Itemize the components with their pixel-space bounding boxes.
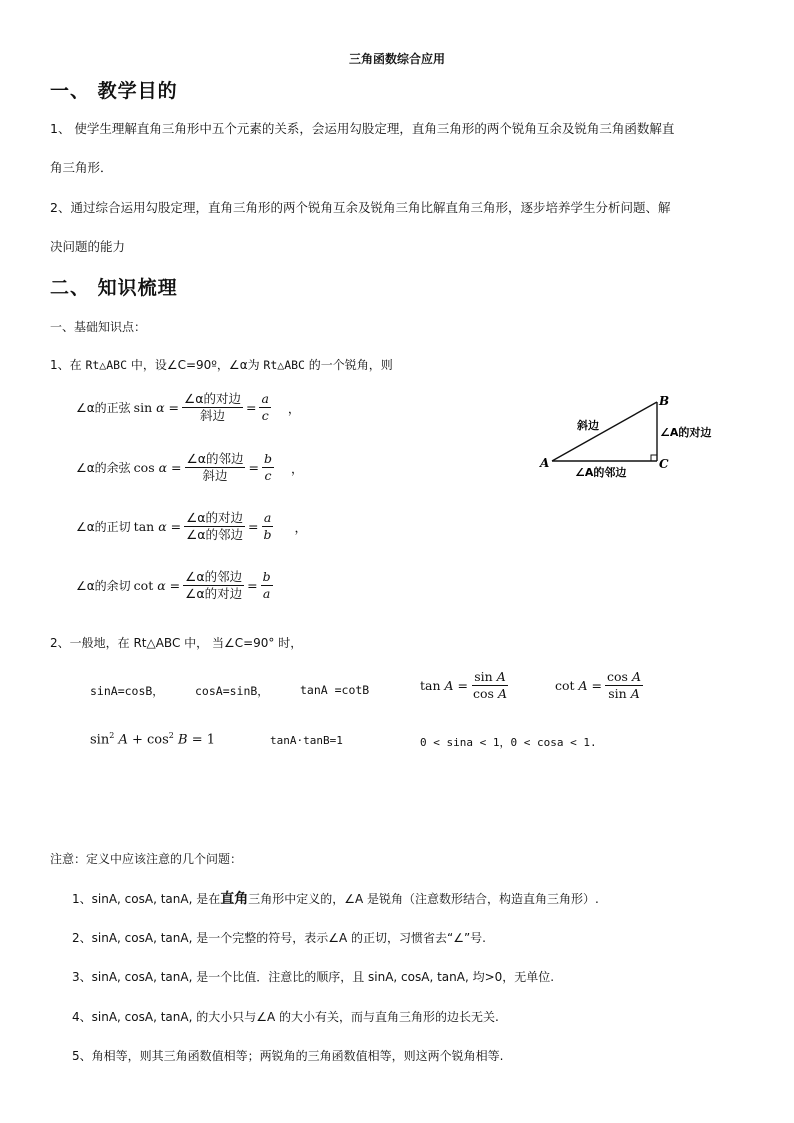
definition-label: ∠α的正切: [76, 520, 131, 535]
note-1-part-c: 三角形中定义的，∠A 是锐角（注意数形结合，构造直角三角形）.: [248, 892, 599, 906]
note-3: 3、sinA, cosA, tanA, 是一个比值．注意比的顺序，且 sinA, cosA, tanA, 均>0，无单位.: [72, 970, 555, 984]
definition-cosine: ∠α的余弦 cos α = $\frac{\text{∠α的邻边}}{\text{斜边}}$ = $\frac{b}{c}$ ，: [76, 451, 304, 484]
angle-a: A: [496, 669, 506, 684]
vertex-b-label: B: [659, 394, 670, 408]
identity-sin-cos: sinA=cosB，: [90, 684, 164, 698]
exponent: 2: [109, 731, 115, 740]
cot-lhs: cot: [555, 678, 575, 694]
page-title: 三角函数综合应用: [348, 52, 445, 66]
note-4: 4、sinA, cosA, tanA, 的大小只与∠A 的大小有关，而与直角三角形的边长无关.: [72, 1010, 499, 1024]
fraction-numerator: ∠α的邻边: [183, 570, 244, 586]
fraction-numerator: ∠α的对边: [182, 392, 243, 408]
ratio-numerator: a: [259, 392, 270, 408]
fraction-numerator: ∠α的邻边: [185, 452, 246, 468]
note-1-emphasis: 直角: [220, 891, 249, 907]
equals-one: = 1: [187, 732, 216, 748]
notes-heading: 注意：定义中应该注意的几个问题：: [50, 852, 243, 866]
ratio-denominator: c: [264, 468, 272, 484]
trailing-comma: ，: [294, 519, 308, 535]
tan-quotient-identity: tan A = $\frac{\text{sin A}}{\text{cos A}}$: [420, 669, 507, 702]
angle-a: A: [631, 669, 641, 684]
angle-symbol: α: [156, 400, 165, 416]
pythagorean-identity: [90, 731, 215, 747]
section-heading-knowledge: 二、 知识梳理: [50, 277, 178, 299]
note-1-part-a: 1、sinA, cosA, tanA, 是在: [72, 892, 221, 906]
definition-cotangent: ∠α的余切 cot α = $\frac{\text{∠α的邻边}}{\text{∠α的对边}}$ = $\frac{b}{a}$: [76, 569, 271, 602]
angle-symbol: α: [158, 519, 167, 535]
definition-sine: ∠α的正弦 sin α = $\frac{\text{∠α的对边}}{\text{斜边}}$ = $\frac{a}{c}$ ，: [76, 391, 301, 424]
ratio-denominator: c: [261, 408, 269, 424]
function-name: tan: [133, 519, 155, 535]
plus-sign: +: [127, 732, 147, 748]
objective-1-line-1: 1、 使学生理解直角三角形中五个元素的关系，会运用勾股定理，直角三角形的两个锐角互余及锐角三角函数解直: [50, 121, 675, 136]
sin-fn: sin: [90, 732, 110, 748]
right-angle-mark: [651, 455, 657, 461]
definition-label: ∠α的正弦: [76, 401, 131, 416]
denominator-fn: cos: [473, 686, 494, 702]
vertex-c-label: C: [659, 457, 669, 471]
denominator-fn: sin: [608, 686, 627, 702]
trailing-comma: ，: [287, 400, 301, 416]
hypotenuse-side: [552, 402, 657, 461]
tan-product-identity: tanA·tanB=1: [270, 734, 343, 747]
angle-symbol: α: [157, 578, 166, 594]
subheading-basics: 一、基础知识点：: [50, 320, 147, 334]
angle-a: A: [630, 686, 640, 702]
note-1: [72, 888, 599, 908]
fraction-numerator: ∠α的对边: [184, 511, 245, 527]
ratio-denominator: a: [262, 586, 271, 602]
numerator-fn: sin: [474, 669, 493, 684]
angle-a: A: [497, 686, 507, 702]
intro-triangle: Rt△ABC: [85, 358, 127, 372]
vertex-a-label: A: [540, 456, 550, 470]
identity-cos-sin: cosA=sinB，: [195, 684, 269, 698]
angle-a: A: [118, 732, 128, 748]
ratio-numerator: b: [261, 570, 273, 586]
function-name: sin: [133, 400, 153, 416]
note-2: 2、sinA, cosA, tanA, 是一个完整的符号，表示∠A 的正切，习惯省去“∠”号.: [72, 931, 486, 945]
definition-label: ∠α的余弦: [76, 461, 131, 476]
angle-a: A: [578, 678, 588, 694]
definition-label: ∠α的余切: [76, 579, 131, 594]
ratio-numerator: b: [262, 452, 274, 468]
intro-mid: 中，设∠C=90º，∠α为: [127, 358, 264, 372]
trailing-comma: ，: [290, 460, 304, 476]
opposite-label: ∠A的对边: [660, 426, 712, 439]
value-range: 0 < sina < 1，0 < cosa < 1.: [420, 736, 597, 749]
section-heading-objectives: 一、 教学目的: [50, 80, 178, 102]
intro-prefix: 1、在: [50, 358, 86, 372]
exponent: 2: [168, 731, 174, 740]
adjacent-label: ∠A的邻边: [575, 466, 627, 479]
hypotenuse-label: 斜边: [577, 419, 599, 432]
objective-2-line-2: 决问题的能力: [50, 239, 126, 254]
angle-b: B: [178, 732, 188, 748]
identity-tan-cot: tanA =cotB: [300, 683, 370, 697]
right-triangle-diagram: [535, 392, 735, 482]
definition-tangent: ∠α的正切 tan α = $\frac{\text{∠α的对边}}{\text{∠α的邻边}}$ = $\frac{a}{b}$ ，: [76, 510, 308, 543]
ratio-denominator: b: [263, 527, 272, 543]
fraction-denominator: 斜边: [202, 468, 228, 484]
note-5: 5、角相等，则其三角函数值相等；两锐角的三角函数值相等，则这两个锐角相等.: [72, 1049, 504, 1063]
cot-quotient-identity: cot A = $\frac{\text{cos A}}{\text{sin A}}$: [555, 669, 641, 702]
intro-triangle-2: Rt△ABC: [263, 358, 305, 372]
angle-symbol: α: [158, 460, 168, 476]
fraction-denominator: ∠α的对边: [185, 586, 243, 602]
fraction-denominator: ∠α的邻边: [186, 527, 244, 543]
definition-intro: [50, 356, 393, 373]
cos-fn: cos: [147, 732, 169, 748]
tan-lhs: tan: [420, 678, 441, 694]
ratio-numerator: a: [262, 511, 273, 527]
objective-2-line-1: 2、通过综合运用勾股定理，直角三角形的两个锐角互余及锐角三角比解直角三角形，逐步培养学生分析问题、解: [50, 200, 671, 215]
objective-1-line-2: 角三角形．: [50, 160, 113, 175]
general-case-intro: 2、一般地，在 Rt△ABC 中， 当∠C=90° 时，: [50, 636, 303, 650]
function-name: cos: [133, 460, 155, 476]
fraction-denominator: 斜边: [200, 408, 226, 424]
numerator-fn: cos: [607, 669, 628, 684]
intro-suffix: 的一个锐角，则: [304, 358, 393, 372]
function-name: cot: [133, 578, 154, 594]
angle-a: A: [444, 678, 454, 694]
